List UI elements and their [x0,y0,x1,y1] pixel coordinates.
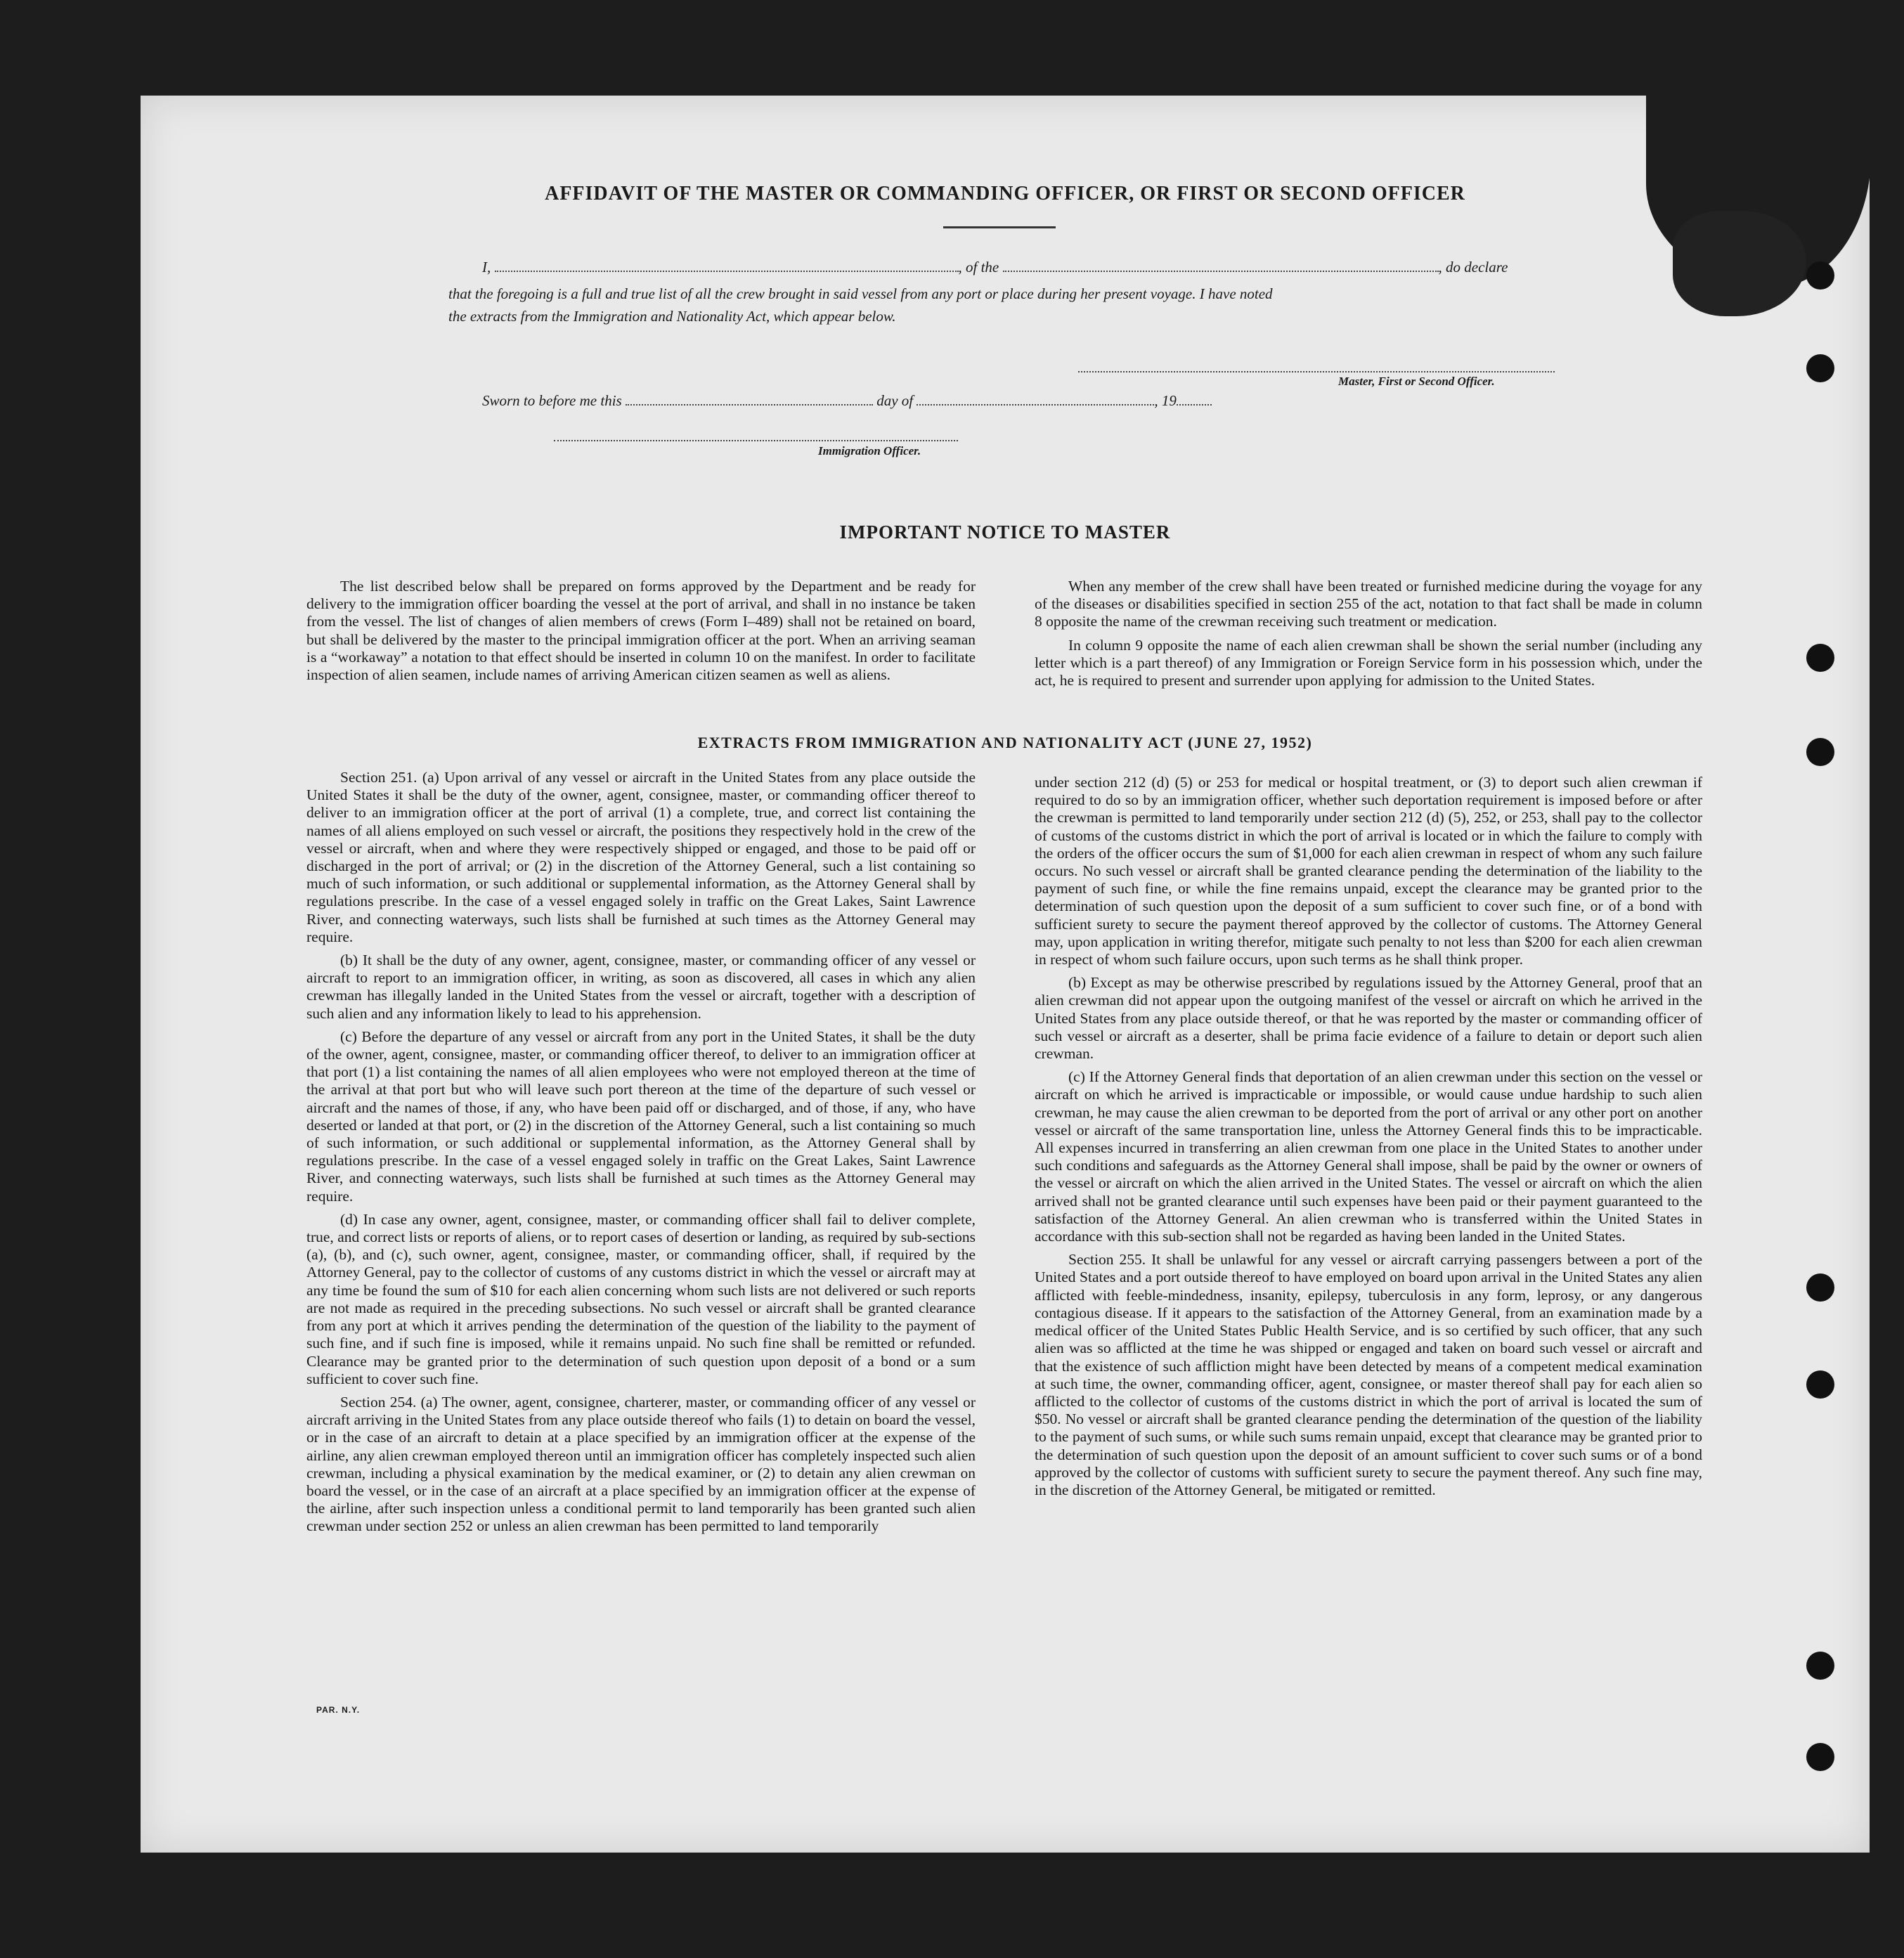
affidavit-title: AFFIDAVIT OF THE MASTER OR COMMANDING OFFICER, OR FIRST OR SECOND OFFICER [545,183,1465,205]
notice-right-column [1035,578,1702,695]
officer-signature-line[interactable] [554,440,958,441]
document-page [141,96,1870,1853]
punch-hole [1806,354,1834,382]
declaration-i: I, [482,259,491,275]
declaration-do-declare: , do declare [1438,259,1508,275]
punch-hole [1806,1370,1834,1399]
extracts-right-column [1035,774,1702,1505]
punch-hole [1806,644,1834,672]
extract-paragraph: (b) It shall be the duty of any owner, agent, consignee, master, or commanding officer of any vessel or aircraft to report to an immigration officer, in writing, as soon as discovered, all cases in which any alien crewman has illegally landed in the United States from the vessel or aircraft, together with a description of such alien and any information likely to lead to his apprehension. [306,952,976,1022]
declaration-line [482,259,1508,276]
extract-paragraph: Section 254. (a) The owner, agent, consignee, charterer, master, or commanding officer of any vessel or aircraft arriving in the United States from any place outside thereof who fails (1) to detain on board the vessel, or in the case of an aircraft to detain at a place specified by an immigration officer at the expense of the airline, any alien crewman employed thereon until an immigration officer has completely inspected such alien crewman, including a physical examination by the medical examiner, or (2) to detain any alien crewman on board the vessel, or in the case of an aircraft at a place specified by an immigration officer at the expense of the airline, after such inspection unless a conditional permit to land temporarily has been granted such alien crewman under section 252 or unless an alien crewman has been permitted to land temporarily [306,1393,976,1535]
officer-signature-label: Immigration Officer. [818,444,921,458]
declaration-line-2: that the foregoing is a full and true list of all the crew brought in said vessel from any port or place during her present voyage. I have noted [448,285,1273,302]
extracts-title: EXTRACTS FROM IMMIGRATION AND NATIONALITY ACT (JUNE 27, 1952) [697,734,1313,751]
master-signature-line[interactable] [1078,371,1555,372]
notice-left-paragraph: The list described below shall be prepared on forms approved by the Department and be ready for delivery to the immigration officer boarding the vessel at the port of arrival, and shall in no instance be taken from the vessel. The list of changes of alien members of crews (Form I–489) shall not be retained on board, but shall be delivered by the master to the principal immigration officer at the port. When an arriving seaman is a “workaway” a notation to that effect should be inserted in column 10 on the manifest. In order to facilitate inspection of alien seamen, include names of arriving American citizen seamen as well as aliens. [306,578,976,684]
notice-title: IMPORTANT NOTICE TO MASTER [839,521,1171,543]
printer-mark: PAR. N.Y. [316,1705,361,1715]
punch-hole [1806,261,1834,290]
punch-hole [1806,738,1834,766]
extract-paragraph: (d) In case any owner, agent, consignee, master, or commanding officer shall fail to deliver complete, true, and correct lists or reports of aliens, or to report cases of desertion or landing, as required by sub-sections (a), (b), and (c), such owner, agent, consignee, master, or commanding officer, shall, if required by the Attorney General, pay to the collector of customs of any customs district in which the vessel or aircraft may at any time be found the sum of $10 for each alien concerning whom such lists are not delivered or such reports are not made as required in the preceding subsections. No such vessel or aircraft shall be granted clearance from any port at which it arrives pending the determination of the question of the liability to the payment of such fine, and if such fine is imposed, while it remains unpaid. No such fine shall be remitted or refunded. Clearance may be granted prior to the determination of such question upon deposit of a bond or a sum sufficient to cover such fine. [306,1210,976,1387]
sworn-month-field[interactable] [917,396,1154,406]
punch-hole [1806,1743,1834,1771]
extract-paragraph: (c) If the Attorney General finds that deportation of an alien crewman under this section on the vessel or aircraft on which he arrived is impracticable or impossible, or would cause undue hardship to such alien crewman, he may cause the alien crewman to be deported from the port of arrival or any other port on another vessel or aircraft of the same transportation line, unless the Attorney General finds this to be impracticable. All expenses incurred in transferring an alien crewman from one place in the United States to another under such conditions and safeguards as the Attorney General shall impose, shall be paid by the owner or owners of the vessel or aircraft on which the alien arrived in the United States. The vessel or aircraft on which the alien arrived shall not be granted clearance until such expenses have been paid or their payment guaranteed to the satisfaction of the Attorney General. An alien crewman who is transferred within the United States in accordance with this sub-section shall not be regarded as having been landed in the United States. [1035,1068,1702,1245]
notice-right-paragraph-2: In column 9 opposite the name of each alien crewman shall be shown the serial number (including any letter which is a part thereof) of any Immigration or Foreign Service form in his possession which, under the act, he is required to present and surrender upon applying for admission to the United States. [1035,636,1702,689]
declaration-line-3: the extracts from the Immigration and Nationality Act, which appear below. [448,308,896,325]
extract-paragraph: (c) Before the departure of any vessel or aircraft from any port in the United States, it shall be the duty of the owner, agent, consignee, master, or commanding officer thereof, to deliver to an immigration officer at that port (1) a list containing the names of all alien employees who were not employed thereon at the time of the arrival at that port but who will leave such port thereon at the time of the departure of such vessel or aircraft and the names of those, if any, who have been paid off or discharged, and of those, if any, who have deserted or landed at that port, or (2) in the discretion of the Attorney General, such a list containing so much of such information, or such additional or supplemental information, as the Attorney General shall by regulations prescribe. In the case of a vessel engaged solely in traffic on the Great Lakes, Saint Lawrence River, and connecting waterways, such lists shall be furnished at such times as the Attorney General may require. [306,1027,976,1205]
extract-paragraph: Section 251. (a) Upon arrival of any vessel or aircraft in the United States from any place outside the United States it shall be the duty of the owner, agent, consignee, master, or commanding officer thereof to deliver to an immigration officer at the port of arrival (1) a complete, true, and correct list containing the names of all aliens employed on such vessel or aircraft, the positions they respectively hold in the crew of the vessel or aircraft, when and where they were respectively shipped or engaged, and those to be paid off or discharged in the port of arrival; or (2) in the discretion of the Attorney General, such a list containing so much of such information, or such additional or supplemental information, as the Attorney General shall by regulations prescribe. In the case of a vessel engaged solely in traffic on the Great Lakes, Saint Lawrence River, and connecting waterways, such lists shall be furnished at such times as the Attorney General may require. [306,769,976,945]
title-rule [943,226,1056,228]
name-field[interactable] [495,262,959,272]
sworn-day-field[interactable] [626,396,873,406]
sworn-year-field[interactable] [1177,396,1212,406]
sworn-prefix: Sworn to before me this [482,392,622,409]
sworn-line [482,392,1212,410]
vessel-field[interactable] [1003,262,1439,272]
master-signature-label: Master, First or Second Officer. [1338,375,1495,388]
extract-paragraph: under section 212 (d) (5) or 253 for medical or hospital treatment, or (3) to deport such alien crewman if required to do so by an immigration officer, whether such deportation requirement is imposed before or after the crewman is permitted to land temporarily under section 212 (d) (5), 252, or 253, shall pay to the collector of customs of the customs district in which the port of arrival is located or in which the failure to comply with the orders of the officer occurs the sum of $1,000 for each alien crewman in respect of whom any such failure occurs. No such vessel or aircraft shall be granted clearance pending the determination of the liability to the payment of such fine, or while the fine remains unpaid, except the clearance may be granted prior to the determination of such question upon the deposit of a sum sufficient to cover such fine, or of a bond with sufficient surety to secure the payment thereof approved by the collector of customs. The Attorney General may, upon application in writing therefor, mitigate such penalty to not less than $200 for each alien crewman in respect of whom such failure occurs, upon such terms as he shall think proper. [1035,774,1702,968]
notice-left-column [306,578,976,689]
declaration-of-the: , of the [958,259,999,275]
punch-hole [1806,1273,1834,1302]
punch-hole [1806,1652,1834,1680]
sworn-day-of: day of [876,392,914,409]
extracts-left-column [306,769,976,1541]
extract-paragraph: Section 255. It shall be unlawful for any vessel or aircraft carrying passengers between a port of the United States and a port outside thereof to have employed on board upon arrival in the United States any alien afflicted with feeble-mindedness, insanity, epilepsy, tuberculosis in any form, leprosy, or any dangerous contagious disease. If it appears to the satisfaction of the Attorney General, from an examination made by a medical officer of the United States Public Health Service, and is so certified by such officer, that any such alien was so afflicted at the time he was shipped or engaged and taken on board such vessel or aircraft and that the existence of such affliction might have been detected by means of a competent medical examination at such time, the owner, commanding officer, agent, consignee, or master thereof shall pay for each alien so afflicted to the collector of customs of the customs district in which the port of arrival is located the sum of $50. No vessel or aircraft shall be granted clearance pending the determination of the question of the liability to the payment of such sums, or while such sums remain unpaid, except that clearance may be granted prior to the determination of such question upon the deposit of an amount sufficient to cover such sums or of a bond approved by the collector of customs with sufficient surety to secure the payment thereof. Any such fine may, in the discretion of the Attorney General, be mitigated or remitted. [1035,1251,1702,1498]
sworn-year-prefix: , 19 [1154,392,1177,409]
extract-paragraph: (b) Except as may be otherwise prescribed by regulations issued by the Attorney General, proof that an alien crewman did not appear upon the outgoing manifest of the vessel or aircraft on which he arrived in the United States from any place outside thereof, or that he was reported by the master or commanding officer of such vessel or aircraft as a deserter, shall be prima facie evidence of a failure to detain or deport such alien crewman. [1035,974,1702,1063]
notice-right-paragraph-1: When any member of the crew shall have been treated or furnished medicine during the voyage for any of the diseases or disabilities specified in section 255 of the act, notation to that fact shall be made in column 8 opposite the name of the crewman receiving such treatment or medication. [1035,578,1702,630]
